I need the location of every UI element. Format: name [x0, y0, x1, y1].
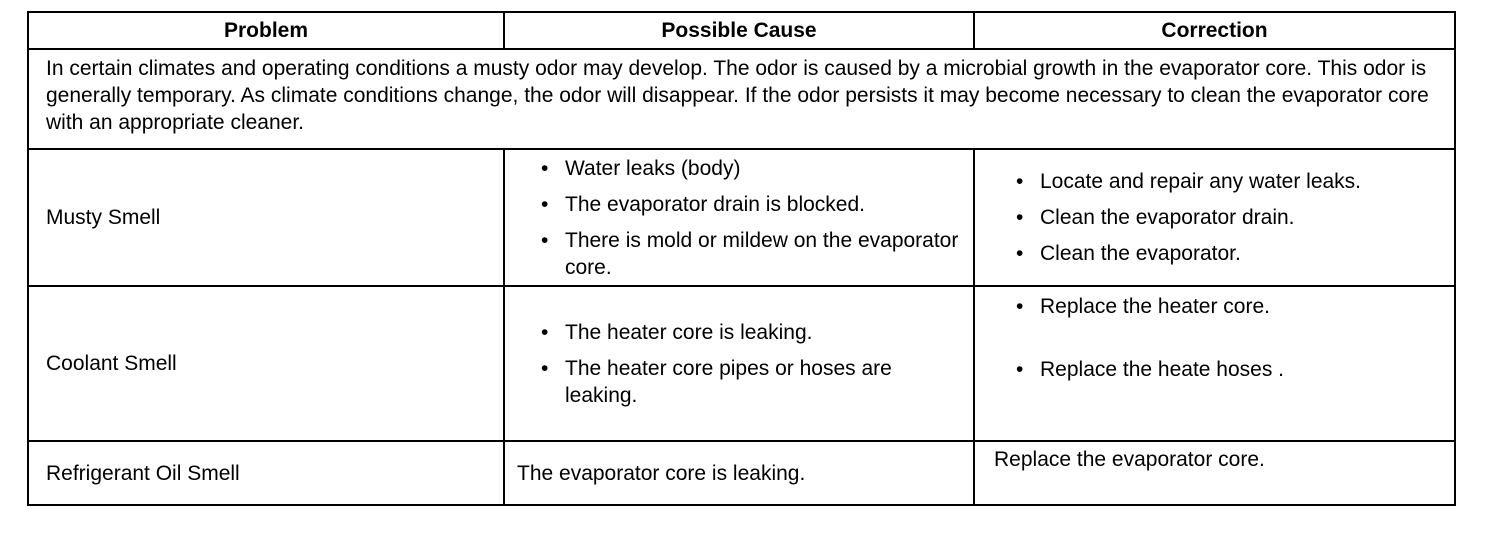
cause-cell [504, 149, 974, 286]
diagnosis-table [27, 11, 1456, 506]
correction-list [1016, 293, 1448, 383]
problem-cell: Coolant Smell [28, 286, 504, 441]
cause-list [541, 319, 965, 409]
list-item [1016, 168, 1448, 195]
list-item [541, 191, 965, 218]
correction-text: Clean the evaporator drain. [1040, 206, 1295, 229]
bullet-icon: • [541, 192, 549, 216]
list-item [541, 319, 965, 346]
bullet-icon: • [541, 320, 549, 344]
correction-text: Clean the evaporator. [1040, 242, 1241, 265]
table-row-refrigerant-oil-smell [28, 441, 1455, 505]
bullet-icon: • [1016, 358, 1024, 381]
cause-text: The heater core is leaking. [565, 320, 813, 344]
cause-text: The evaporator drain is blocked. [565, 192, 865, 216]
intro-row [28, 49, 1455, 149]
cause-cell [504, 286, 974, 441]
correction-list [1016, 168, 1448, 267]
list-item [541, 227, 965, 281]
table-row-musty-smell [28, 149, 1455, 286]
list-item [541, 155, 965, 182]
list-item [541, 355, 965, 409]
bullet-icon: • [541, 156, 549, 180]
cause-text: Water leaks (body) [565, 156, 741, 180]
bullet-icon: • [541, 356, 549, 380]
correction-cell: Replace the evaporator core. [974, 441, 1455, 505]
cause-text: The heater core pipes or hoses are leaking. [565, 356, 892, 407]
correction-text: Locate and repair any water leaks. [1040, 170, 1362, 193]
cause-text: There is mold or mildew on the evaporator core. [565, 228, 959, 279]
problem-cell: Refrigerant Oil Smell [28, 441, 504, 505]
list-item [1016, 240, 1448, 267]
list-item [1016, 204, 1448, 231]
correction-text: Replace the heater core. [1040, 295, 1270, 318]
header-correction: Correction [974, 12, 1455, 49]
correction-text: Replace the heate hoses . [1040, 358, 1285, 381]
intro-text: In certain climates and operating conditions a musty odor may develop. The odor is caused by a microbial growth in the evaporator core. This odor is generally temporary. As climate conditions change, the odor will disappear. If the odor persists it may become necessary to clean the evaporator core with an appropriate cleaner. [28, 49, 1455, 149]
cause-cell: The evaporator core is leaking. [504, 441, 974, 505]
problem-cell: Musty Smell [28, 149, 504, 286]
correction-cell [974, 286, 1455, 441]
cause-list [541, 155, 965, 281]
bullet-icon: • [1016, 242, 1024, 265]
bullet-icon: • [1016, 170, 1024, 193]
header-row [28, 12, 1455, 49]
list-item [1016, 356, 1448, 383]
header-problem: Problem [28, 12, 504, 49]
bullet-icon: • [541, 228, 549, 252]
list-item [1016, 293, 1448, 320]
bullet-icon: • [1016, 206, 1024, 229]
header-possible-cause: Possible Cause [504, 12, 974, 49]
bullet-icon: • [1016, 295, 1024, 318]
correction-cell [974, 149, 1455, 286]
table-row-coolant-smell [28, 286, 1455, 441]
